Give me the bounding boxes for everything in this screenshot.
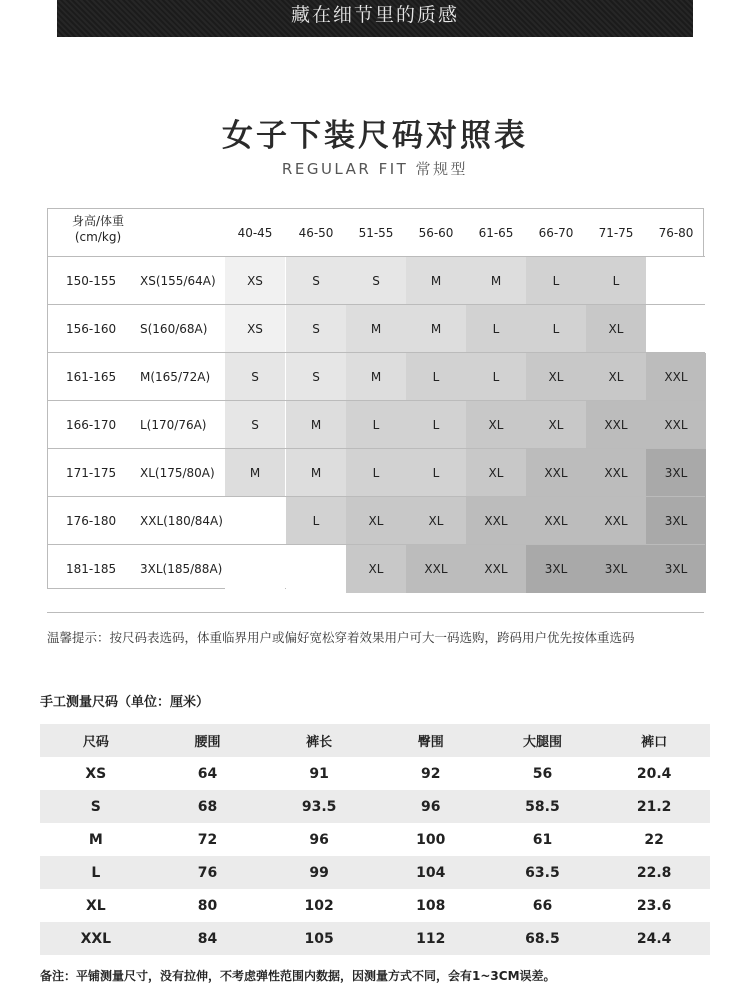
size-cell: M xyxy=(406,305,466,353)
size-cell: XXL xyxy=(586,449,646,497)
measure-row xyxy=(40,790,710,823)
size-cell: XL xyxy=(586,353,646,401)
weight-range-header: 56-60 xyxy=(418,226,454,240)
measure-cell: 22.8 xyxy=(598,856,710,889)
weight-range-header: 66-70 xyxy=(538,226,574,240)
measure-cell: 80 xyxy=(197,897,218,914)
header-label-line2: (cm/kg) xyxy=(74,230,122,244)
row-height-range: 161-165 xyxy=(66,370,117,384)
size-cell: L xyxy=(406,353,466,401)
size-cell: M xyxy=(286,401,346,449)
row-size-label: XS(155/64A) xyxy=(140,274,216,288)
measure-cell: 20.4 xyxy=(636,765,672,782)
measure-cell: 99 xyxy=(263,856,375,889)
row-size-label: 3XL(185/88A) xyxy=(140,562,223,576)
size-cell xyxy=(225,545,285,593)
size-cell: XL xyxy=(466,449,526,497)
measure-header-cell: 大腿围 xyxy=(487,724,599,757)
measure-cell: 96 xyxy=(375,790,487,823)
page-title: 女子下装尺码对照表 xyxy=(222,118,528,154)
size-cell: L xyxy=(286,497,346,545)
size-cell: S xyxy=(346,257,406,305)
measure-header-cell: 臀围 xyxy=(375,724,487,757)
size-cell: XL xyxy=(466,401,526,449)
size-cell: L xyxy=(466,353,526,401)
size-cell: L xyxy=(586,257,646,305)
measure-note: 备注：平铺测量尺寸，没有拉伸，不考虑弹性范围内数据，因测量方式不同，会有1~3CM误差。 xyxy=(40,969,556,983)
measure-cell: XS xyxy=(85,765,107,782)
size-cell xyxy=(286,545,346,593)
row-height-range: 156-160 xyxy=(66,322,117,336)
size-cell: XXL xyxy=(586,401,646,449)
size-cell xyxy=(646,257,706,305)
size-cell: L xyxy=(406,401,466,449)
measure-cell: 22 xyxy=(644,831,664,848)
size-chart-grid xyxy=(47,208,704,589)
measure-cell: 63.5 xyxy=(487,856,599,889)
measure-header-cell: 裤口 xyxy=(598,724,710,757)
row-height-range: 150-155 xyxy=(66,274,117,288)
measure-cell: 102 xyxy=(304,897,334,914)
header-label-line1: 身高/体重 xyxy=(71,214,125,228)
weight-range-header: 40-45 xyxy=(237,226,273,240)
weight-range-header: 51-55 xyxy=(358,226,394,240)
size-cell: S xyxy=(225,401,285,449)
size-cell: XL xyxy=(586,305,646,353)
size-cell: XXL xyxy=(646,353,706,401)
measure-cell: M xyxy=(88,831,103,848)
row-height-range: 166-170 xyxy=(66,418,117,432)
size-cell: 3XL xyxy=(646,545,706,593)
measure-cell: 56 xyxy=(532,765,553,782)
size-cell xyxy=(646,305,706,353)
size-cell: XXL xyxy=(526,449,586,497)
measure-cell: 68 xyxy=(152,790,264,823)
measure-row xyxy=(40,889,710,922)
row-size-label: XL(175/80A) xyxy=(140,466,215,480)
measure-cell: 66 xyxy=(532,897,553,914)
measure-row xyxy=(40,823,710,856)
measure-cell: XL xyxy=(85,897,106,914)
size-cell: S xyxy=(286,257,346,305)
measure-cell: 21.2 xyxy=(598,790,710,823)
measure-cell: 104 xyxy=(375,856,487,889)
size-cell: 3XL xyxy=(646,449,706,497)
size-cell: M xyxy=(346,353,406,401)
measurement-table xyxy=(40,724,710,955)
measure-header-row xyxy=(40,724,710,757)
size-cell: L xyxy=(346,449,406,497)
measure-cell: 64 xyxy=(197,765,218,782)
measure-cell: 84 xyxy=(152,922,264,955)
size-cell: XXL xyxy=(646,401,706,449)
size-cell: XXL xyxy=(586,497,646,545)
size-cell: XL xyxy=(346,497,406,545)
row-height-range: 176-180 xyxy=(66,514,117,528)
measure-cell: 24.4 xyxy=(598,922,710,955)
size-cell: XL xyxy=(526,401,586,449)
measure-cell: S xyxy=(40,790,152,823)
measure-row xyxy=(40,757,710,790)
measure-cell: 108 xyxy=(416,897,446,914)
size-cell: S xyxy=(225,353,285,401)
size-cell: XXL xyxy=(466,545,526,593)
measure-cell: 61 xyxy=(532,831,553,848)
measure-title: 手工测量尺码（单位：厘米） xyxy=(40,695,210,710)
row-size-label: XXL(180/84A) xyxy=(140,514,223,528)
row-size-label: S(160/68A) xyxy=(140,322,208,336)
measure-cell: 58.5 xyxy=(487,790,599,823)
weight-range-header: 46-50 xyxy=(298,226,334,240)
row-height-range: 181-185 xyxy=(66,562,117,576)
size-tip: 温馨提示：按尺码表选码，体重临界用户或偏好宽松穿着效果用户可大一码选购，跨码用户优先按体重选码 xyxy=(47,630,635,645)
size-cell: L xyxy=(406,449,466,497)
size-cell: M xyxy=(225,449,285,497)
size-cell: 3XL xyxy=(586,545,646,593)
size-cell: XS xyxy=(225,257,285,305)
size-cell: L xyxy=(526,257,586,305)
size-cell: L xyxy=(466,305,526,353)
measure-cell: 68.5 xyxy=(487,922,599,955)
measure-cell: 100 xyxy=(416,831,446,848)
measure-cell: 23.6 xyxy=(636,897,672,914)
row-height-range: 171-175 xyxy=(66,466,117,480)
size-cell: L xyxy=(346,401,406,449)
size-cell: M xyxy=(286,449,346,497)
banner-text: 藏在细节里的质感 xyxy=(290,4,459,26)
header-height-weight-label xyxy=(58,213,138,245)
size-cell: XL xyxy=(346,545,406,593)
size-cell: M xyxy=(346,305,406,353)
measure-cell: 93.5 xyxy=(263,790,375,823)
row-size-label: L(170/76A) xyxy=(140,418,207,432)
measure-header-cell: 腰围 xyxy=(152,724,264,757)
measure-cell: 91 xyxy=(309,765,329,782)
size-cell: XL xyxy=(526,353,586,401)
size-cell: M xyxy=(466,257,526,305)
size-cell: XS xyxy=(225,305,285,353)
fit-subtitle: REGULAR FIT 常规型 xyxy=(281,160,469,178)
measure-row xyxy=(40,856,710,889)
size-cell: XXL xyxy=(466,497,526,545)
divider-line xyxy=(47,612,704,613)
measure-header-cell: 裤长 xyxy=(263,724,375,757)
weight-range-header: 71-75 xyxy=(598,226,634,240)
measure-header-cell: 尺码 xyxy=(40,724,152,757)
size-cell xyxy=(225,497,285,545)
top-banner xyxy=(57,0,693,37)
size-cell: XXL xyxy=(526,497,586,545)
size-cell: S xyxy=(286,305,346,353)
row-size-label: M(165/72A) xyxy=(140,370,211,384)
size-cell: 3XL xyxy=(646,497,706,545)
weight-range-header: 61-65 xyxy=(478,226,514,240)
size-cell: L xyxy=(526,305,586,353)
measure-cell: XXL xyxy=(40,922,152,955)
measure-row xyxy=(40,922,710,955)
size-cell: XXL xyxy=(406,545,466,593)
measure-cell: 72 xyxy=(197,831,218,848)
size-cell: XL xyxy=(406,497,466,545)
weight-range-header: 76-80 xyxy=(658,226,694,240)
measure-cell: 92 xyxy=(421,765,441,782)
measure-cell: L xyxy=(40,856,152,889)
measure-cell: 105 xyxy=(263,922,375,955)
measure-cell: 112 xyxy=(375,922,487,955)
size-cell: 3XL xyxy=(526,545,586,593)
measure-cell: 76 xyxy=(152,856,264,889)
size-cell: M xyxy=(406,257,466,305)
measure-cell: 96 xyxy=(309,831,329,848)
size-cell: S xyxy=(286,353,346,401)
